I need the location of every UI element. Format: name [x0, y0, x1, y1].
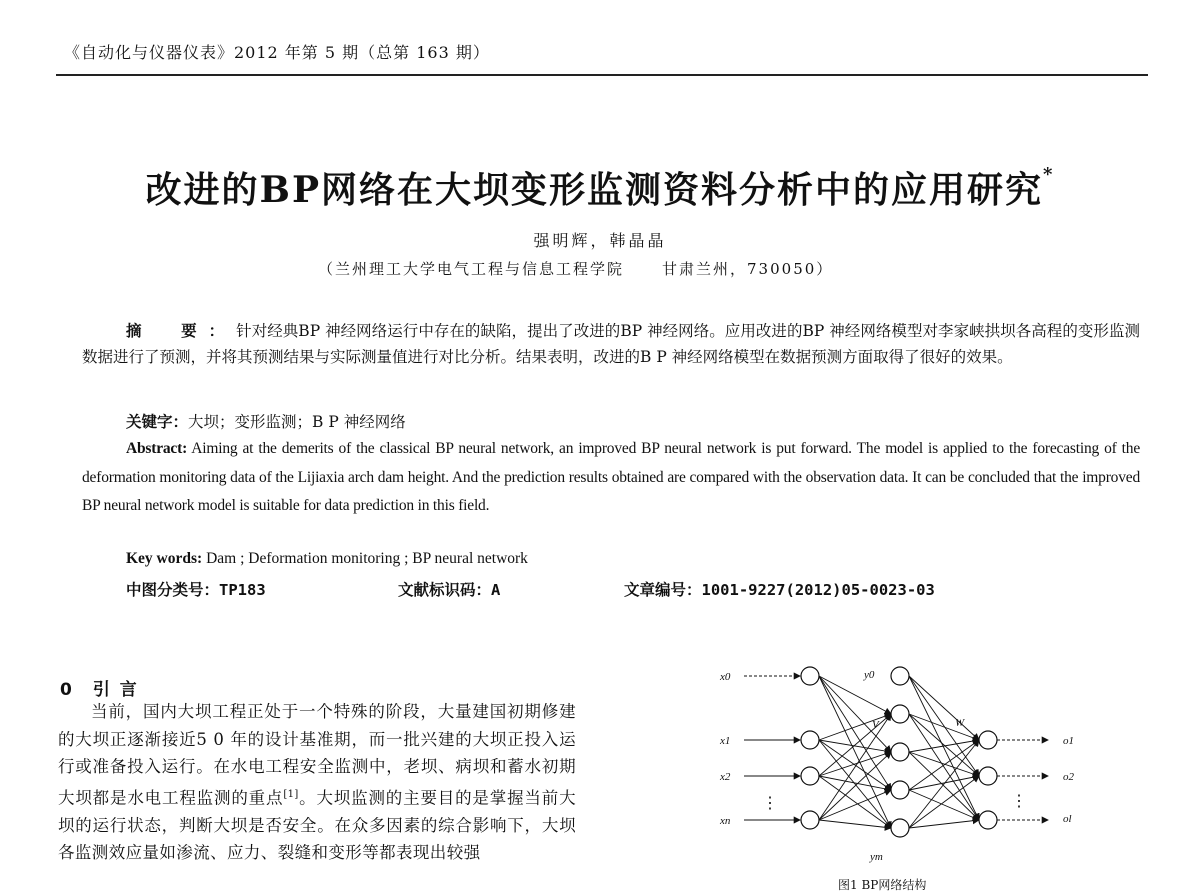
keywords-en: [126, 550, 528, 568]
weight-label-v: V: [872, 719, 879, 731]
keywords-en-text: Dam ; Deformation monitoring ; BP neural network: [206, 550, 528, 567]
hidden-output-link: [909, 714, 979, 740]
output-node: [979, 767, 997, 785]
input-node: [801, 731, 819, 749]
figure-caption: 图1 BP网络结构: [838, 878, 927, 892]
input-hidden-link: [819, 676, 891, 790]
article-number: [624, 578, 935, 600]
input-hidden-link: [819, 740, 891, 752]
keywords-en-label: Key words:: [126, 550, 203, 567]
clc-value: TP183: [219, 581, 266, 599]
input-hidden-link: [819, 752, 891, 820]
header-rule: [56, 74, 1148, 76]
title-text: 改进的BP网络在大坝变形监测资料分析中的应用研究: [145, 169, 1044, 211]
keywords-zh: [126, 410, 406, 432]
paper-title: [0, 162, 1200, 213]
abstract-zh: [82, 318, 1140, 370]
output-ellipsis: ⋮: [1011, 793, 1027, 810]
keywords-zh-label: 关键字：: [126, 413, 189, 431]
input-node: [801, 767, 819, 785]
output-node: [979, 811, 997, 829]
hidden-label-ym: ym: [870, 851, 883, 863]
input-hidden-link: [819, 820, 891, 828]
input-node: [801, 667, 819, 685]
keywords-zh-text: 大坝；变形监测；B P 神经网络: [188, 413, 406, 431]
affiliation-org: （兰州理工大学电气工程与信息工程学院: [318, 260, 625, 278]
hidden-label-y0: y0: [864, 669, 875, 681]
citation: [1]: [283, 788, 299, 800]
article-value: 1001-9227(2012)05-0023-03: [701, 581, 935, 599]
input-ellipsis: ⋮: [762, 795, 778, 812]
section-body-text: 当前，国内大坝工程正处于一个特殊的阶段，大量建国初期修建的大坝正逐渐接近5 0 年的设计基准期，而一批兴建的大坝正投入运行或准备投入运行。在水电工程安全监测中，老坝、病坝和蓄水初期大坝都是水电工程监测的重点: [58, 702, 576, 807]
hidden-node: [891, 819, 909, 837]
doc-code: [398, 578, 500, 600]
hidden-node: [891, 667, 909, 685]
output-node: [979, 731, 997, 749]
affiliation-place: 甘肃兰州，730050）: [662, 260, 834, 278]
article-label: 文章编号：: [624, 581, 702, 599]
doc-label: 文献标识码：: [398, 581, 492, 599]
weight-label-w: W: [955, 717, 965, 729]
hidden-output-link: [909, 752, 979, 776]
abstract-en-text: Aiming at the demerits of the classical BP neural network, an improved BP neural network is put forward. The model is applied to the forecasting of the deformation monitoring data of the Lijiaxia arch dam height. And the prediction results obtained are compared with the observation data. It can be concluded that the improved BP neural network model is suitable for data prediction in this field.: [82, 440, 1141, 514]
bp-network-figure: [708, 656, 1088, 866]
hidden-output-link: [909, 820, 979, 828]
hidden-output-link: [909, 740, 979, 752]
authors: 强明辉，韩晶晶: [533, 231, 667, 250]
abstract-zh-text: 针对经典BP 神经网络运行中存在的缺陷，提出了改进的BP 神经网络。应用改进的BP 神经网络模型对李家峡拱坝各高程的变形监测数据进行了预测，并将其预测结果与实际测量值进行对比分析。结果表明，改进的B P 神经网络模型在数据预测方面取得了很好的效果。: [82, 322, 1140, 366]
input-label-x1: x1: [720, 735, 731, 747]
hidden-node: [891, 705, 909, 723]
title-footnote-mark: *: [1043, 164, 1055, 185]
input-node: [801, 811, 819, 829]
journal-header: 《自动化与仪器仪表》2012 年第 5 期（总第 163 期）: [64, 43, 490, 62]
input-label-xn: xn: [720, 815, 731, 827]
doc-value: A: [491, 581, 501, 599]
clc-label: 中图分类号：: [126, 581, 220, 599]
abstract-zh-label: 摘 要：: [126, 322, 237, 340]
section-body: [58, 698, 576, 867]
hidden-node: [891, 743, 909, 761]
affiliation: [318, 258, 833, 279]
input-label-x2: x2: [720, 771, 731, 783]
input-hidden-link: [819, 714, 891, 740]
section-heading: 0 引 言: [60, 680, 139, 700]
input-label-x0: x0: [720, 671, 731, 683]
output-label-ol: ol: [1063, 813, 1072, 825]
clc-number: [126, 578, 266, 600]
section-body-text-2: 。大坝监测的主要目的是掌握当前大坝的运行状态，判断大坝是否安全。在众多因素的综合影响下，大坝各监测效应量如渗流、应力、裂缝和变形等都表现出较强: [58, 788, 576, 862]
abstract-en: [82, 435, 1140, 521]
hidden-output-link: [909, 752, 979, 820]
abstract-en-label: Abstract:: [126, 440, 188, 457]
input-hidden-link: [819, 676, 891, 752]
hidden-node: [891, 781, 909, 799]
output-label-o2: o2: [1063, 771, 1074, 783]
input-hidden-link: [819, 676, 891, 714]
output-label-o1: o1: [1063, 735, 1074, 747]
input-hidden-link: [819, 740, 891, 790]
hidden-output-link: [909, 676, 979, 776]
